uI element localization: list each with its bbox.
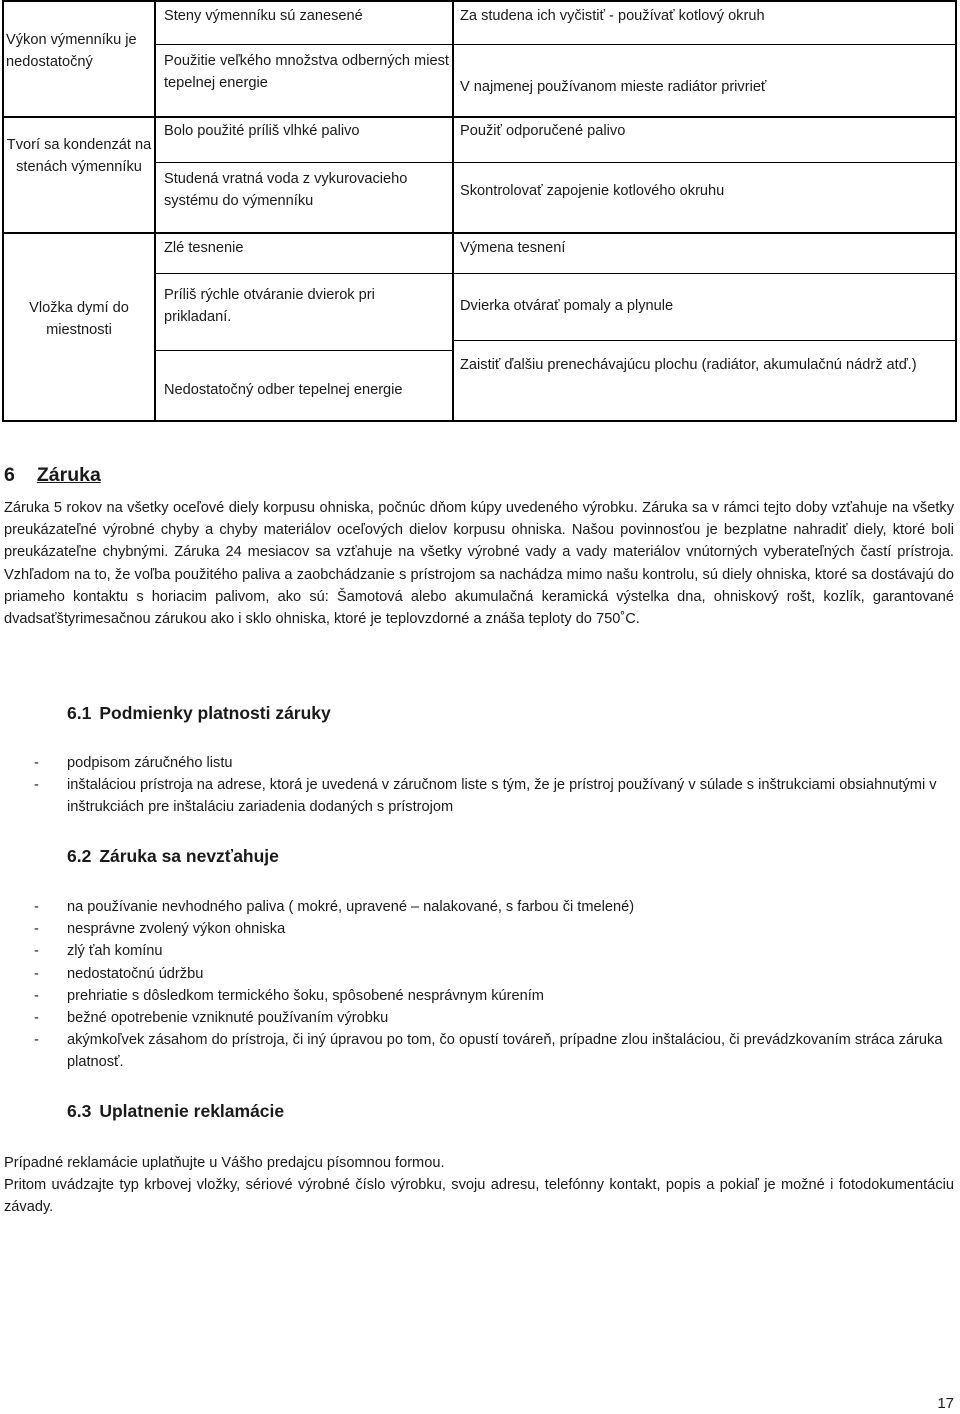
cell-divider	[454, 273, 955, 274]
cell-divider	[454, 44, 955, 45]
problem-cell: Tvorí sa kondenzát na stenách výmenníku	[6, 137, 152, 175]
cell-divider	[156, 273, 452, 274]
section-title: Záruka sa nevzťahuje	[99, 846, 279, 866]
cause-cell: Príliš rýchle otváranie dvierok pri prikladaní.	[164, 287, 375, 325]
claims-line: Prípadné reklamácie uplatňujte u Vášho predajcu písomnou formou.	[4, 1155, 445, 1171]
section-number: 6	[4, 464, 15, 486]
list-item: - nesprávne zvolený výkon ohniska	[34, 921, 286, 938]
warranty-paragraph: Záruka 5 rokov na všetky oceľové diely korpusu ohniska, počnúc dňom kúpy uvedeného výrobku. Záruka sa v rámci tejto doby vzťahuje na všetky preukázateľné výrobné chyby a chyby materiálov oceľových dielov korpusu ohniska. Našou povinnosťou je bezplatne nahradiť diely, ktoré boli preukázateľne chybnými. Záruka 24 mesiacov sa vzťahuje na všetky výrobné vady a vady materiálov vnútorných vyberateľných častí prístroja. Vzhľadom na to, že voľba použitého paliva a zaobchádzanie s prístrojom sa nachádza mimo našu kontrolu, sú diely ohniska, ktoré sa dostávajú do priameho kontaktu s horiacim palivom, ako sú: Šamotová alebo akumulačná keramická výstelka dna, ohniskový rošt, kozlík, garantované dvadsaťštyrimesačnou zárukou ako i sklo ohniska, ktoré je teplovzdorné a znáša teploty do 750˚C.	[4, 500, 954, 628]
cause-cell: Nedostatočný odber tepelnej energie	[164, 382, 403, 398]
remedy-cell: Zaistiť ďalšiu prenechávajúcu plochu (radiátor, akumulačnú nádrž atď.)	[460, 357, 917, 373]
list-item: - na používanie nevhodného paliva ( mokré, upravené – nalakované, s farbou či tmelené)	[34, 899, 635, 915]
remedy-cell: Použiť odporučené palivo	[460, 123, 626, 139]
page-number: 17	[937, 1395, 954, 1412]
remedy-cell: Výmena tesnení	[460, 240, 566, 256]
cause-cell: Bolo použité príliš vlhké palivo	[164, 123, 360, 139]
list-item: - podpisom záručného listu	[34, 755, 233, 771]
remedy-cell: V najmenej používanom mieste radiátor privrieť	[460, 79, 767, 95]
table-border-right	[955, 0, 957, 422]
section-6-1-heading	[67, 703, 331, 724]
cell-divider	[156, 350, 452, 351]
remedy-cell: Dvierka otvárať pomaly a plynule	[460, 298, 674, 314]
section-title: Uplatnenie reklamácie	[99, 1101, 285, 1121]
claims-line: Pritom uvádzajte typ krbovej vložky, sériové výrobné číslo výrobku, svoju adresu, telefónny kontakt, popis a pokiaľ je možné i fotodokumentáciu závady.	[4, 1177, 954, 1216]
section-title: Podmienky platnosti záruky	[99, 703, 331, 723]
list-item: - inštaláciou prístroja na adrese, ktorá je uvedená v záručnom liste s tým, že je prístroj používaný v súlade s inštrukciami obsiahnutými v inštrukciách pre inštaláciu zariadenia dodaných s prístrojom	[34, 777, 937, 816]
table-border-top	[2, 0, 956, 2]
section-6-heading	[4, 464, 101, 487]
cause-cell: Studená vratná voda z vykurovacieho systému do výmenníku	[164, 171, 408, 209]
list-item: - bežné opotrebenie vzniknuté používaním výrobku	[34, 1010, 389, 1027]
remedy-cell: Za studena ich vyčistiť - používať kotlový okruh	[460, 8, 765, 24]
cause-cell: Steny výmenníku sú zanesené	[164, 8, 363, 24]
cell-divider	[156, 44, 452, 45]
section-number: 6.2	[67, 846, 92, 866]
conditions-list	[34, 752, 954, 819]
section-number: 6.3	[67, 1101, 92, 1121]
table-row-divider	[2, 232, 956, 234]
section-6-3-heading	[67, 1101, 284, 1122]
table-row-divider	[2, 116, 956, 118]
remedy-cell: Skontrolovať zapojenie kotlového okruhu	[460, 183, 725, 199]
cell-divider	[156, 162, 452, 163]
cell-divider	[454, 340, 955, 341]
list-item: - akýmkoľvek zásahom do prístroja, či iný úpravou po tom, čo opustí továreň, prípadne zlou inštaláciou, či prevádzkovaním stráca záruka platnosť.	[34, 1032, 943, 1071]
table-column-divider	[452, 0, 454, 422]
cell-divider	[454, 162, 955, 163]
table-border-left	[2, 0, 4, 422]
cause-cell: Použitie veľkého množstva odberných miest tepelnej energie	[164, 53, 449, 91]
section-number: 6.1	[67, 703, 92, 723]
exclusions-list	[34, 896, 954, 1074]
list-item: - nedostatočnú údržbu	[34, 965, 204, 982]
section-6-2-heading	[67, 846, 279, 867]
table-border-bottom	[2, 420, 956, 422]
table-column-divider	[154, 0, 156, 422]
list-item: - prehriatie s dôsledkom termického šoku, spôsobené nesprávnym kúrením	[34, 987, 544, 1004]
problem-cell: Vložka dymí do miestnosti	[29, 300, 129, 338]
section-title: Záruka	[36, 464, 101, 486]
problem-cell: Výkon výmenníku je nedostatočný	[6, 32, 137, 70]
list-item: - zlý ťah komínu	[34, 943, 163, 960]
cause-cell: Zlé tesnenie	[164, 240, 244, 256]
claims-paragraph	[4, 1152, 954, 1219]
